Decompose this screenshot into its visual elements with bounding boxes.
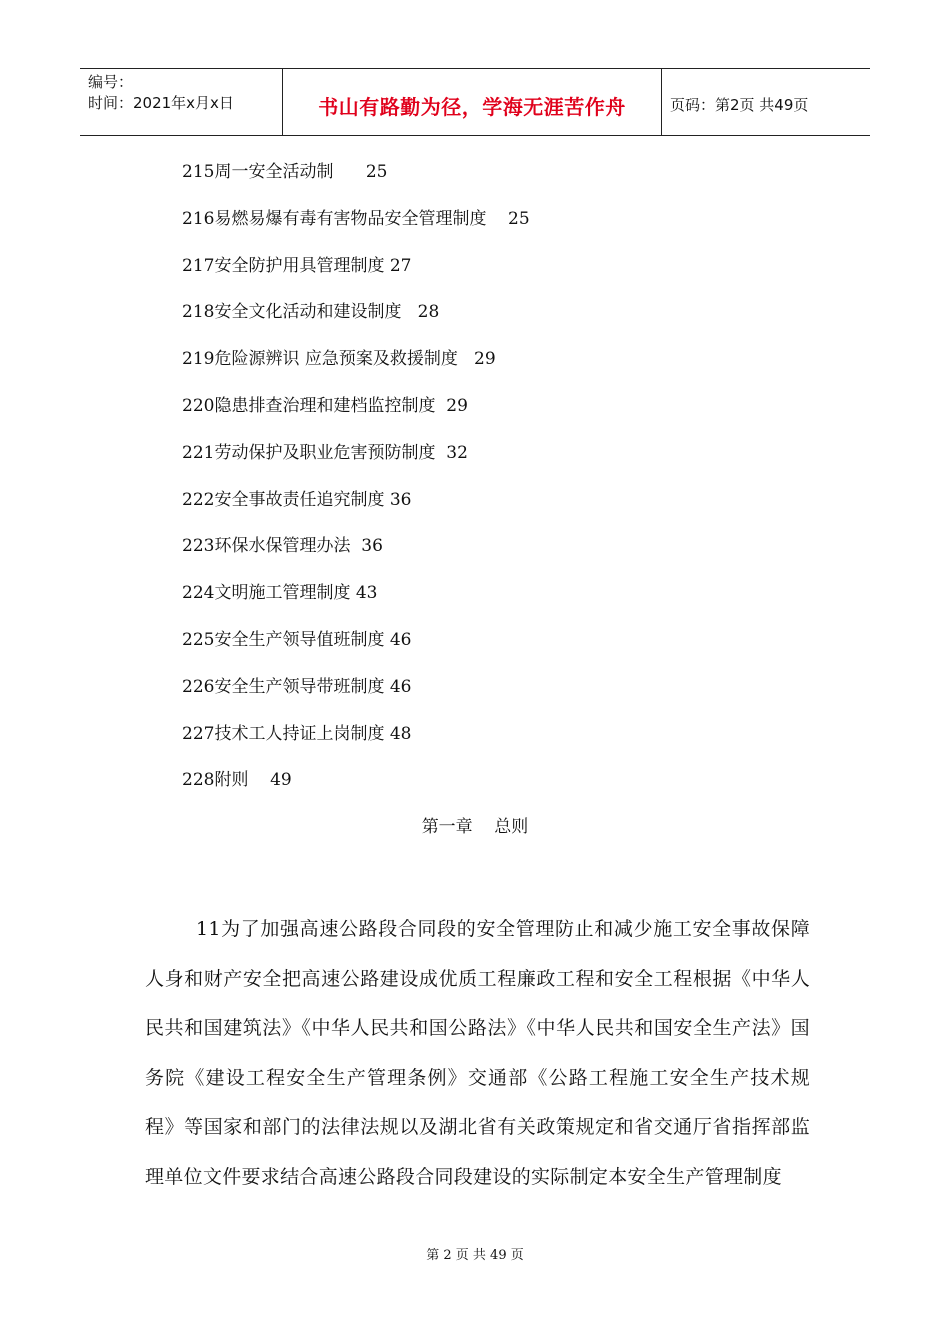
header-meta	[80, 69, 282, 135]
toc-item: 217安全防护用具管理制度 27	[182, 255, 412, 276]
toc-item: 216易燃易爆有毒有害物品安全管理制度 25	[182, 208, 530, 229]
toc-item: 228附则 49	[182, 770, 292, 791]
page-footer: 第 2 页 共 49 页	[426, 1248, 524, 1263]
page-header	[80, 68, 870, 136]
toc-item: 221劳动保护及职业危害预防制度 32	[182, 442, 468, 463]
chapter-title: 第一章 总则	[421, 817, 529, 837]
toc-item: 224文明施工管理制度 43	[182, 583, 378, 604]
header-page-info: 页码：第2页 共49页	[670, 95, 809, 114]
toc-item: 227技术工人持证上岗制度 48	[182, 723, 412, 744]
table-of-contents	[182, 156, 530, 811]
header-motto: 书山有路勤为径，学海无涯苦作舟	[282, 69, 662, 135]
toc-item: 223环保水保管理办法 36	[182, 536, 383, 557]
toc-item: 215周一安全活动制 25	[182, 162, 388, 182]
body-paragraph: 11为了加强高速公路段合同段的安全管理防止和减少施工安全事故保障人身和财产安全把高速公路建设成优质工程廉政工程和安全工程根据《中华人民共和国建筑法》《中华人民共和国公路法》《中华人民共和国安全生产法》国务院《建设工程安全生产管理条例》交通部《公路工程施工安全生产技术规程》等国家和部门的法律法规以及湖北省有关政策规定和省交通厅省指挥部监理单位文件要求结合高速公路段合同段建设的实际制定本安全生产管理制度	[145, 918, 810, 1188]
toc-item: 225安全生产领导值班制度 46	[182, 629, 412, 650]
toc-item: 219危险源辨识 应急预案及救援制度 29	[182, 349, 496, 370]
toc-item: 218安全文化活动和建设制度 28	[182, 302, 440, 323]
document-date: 时间：2021年x月x日	[88, 94, 234, 112]
toc-item: 222安全事故责任追究制度 36	[182, 489, 412, 510]
toc-item: 226安全生产领导带班制度 46	[182, 676, 412, 697]
toc-item: 220隐患排查治理和建档监控制度 29	[182, 395, 468, 416]
document-number-label: 编号：	[88, 73, 134, 91]
